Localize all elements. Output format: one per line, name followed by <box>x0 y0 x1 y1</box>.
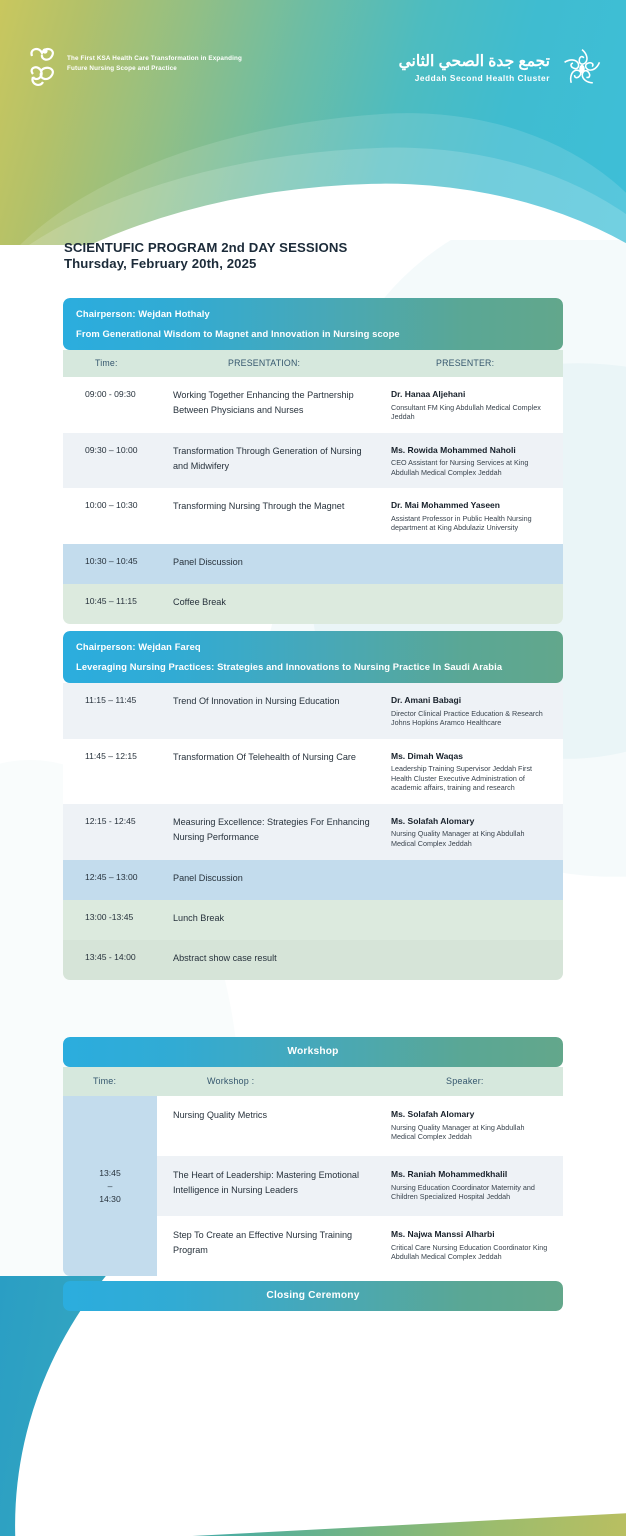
row-time: 13:00 -13:45 <box>85 911 134 922</box>
cluster-logo <box>399 46 604 90</box>
row-time: 11:45 – 12:15 <box>85 750 137 761</box>
page-title <box>64 240 347 273</box>
table-row[interactable] <box>63 584 563 624</box>
workshop-time-dash: – <box>107 1180 113 1191</box>
top-banner <box>0 0 626 245</box>
row-presentation: Measuring Excellence: Strategies For Enhancing Nursing Performance <box>173 816 370 842</box>
row-presenter <box>391 750 563 793</box>
presenter-name: Ms. Rowida Mohammed Naholi <box>391 444 516 455</box>
session-1-chairperson: Chairperson: Wejdan Hothaly <box>76 308 210 319</box>
session-2-chair-bar <box>63 631 563 683</box>
row-presentation: Coffee Break <box>173 597 226 608</box>
column-header-presentation: PRESENTATION: <box>228 358 301 368</box>
row-presenter <box>391 815 563 849</box>
table-row[interactable] <box>63 940 563 980</box>
table-row[interactable] <box>63 804 563 860</box>
column-header-presenter: PRESENTER: <box>436 358 495 368</box>
presenter-role: CEO Assistant for Nursing Services at King Abdullah Medical Complex Jeddah <box>391 458 529 477</box>
conference-logo-text: The First KSA Health Care Transformation in Expanding Future Nursing Scope and Practice <box>67 55 242 72</box>
session-1-theme: From Generational Wisdom to Magnet and Innovation in Nursing scope <box>76 328 400 339</box>
column-header-time: Time: <box>95 358 118 368</box>
row-time: 10:30 – 10:45 <box>85 556 138 567</box>
cluster-name-arabic: تجمع جدة الصحي الثاني <box>398 53 550 70</box>
table-row[interactable] <box>63 739 563 804</box>
workshop-time-start: 13:45 <box>99 1167 121 1178</box>
row-presentation: Transformation Of Telehealth of Nursing Care <box>173 751 356 762</box>
workshop-topic: The Heart of Leadership: Mastering Emotional Intelligence in Nursing Leaders <box>173 1170 360 1195</box>
bottom-decoration <box>0 1276 626 1536</box>
presenter-role: Assistant Professor in Public Health Nursing department at King Abdulaziz University <box>391 513 532 533</box>
table-row[interactable] <box>63 377 563 433</box>
workshop-title-bar: Workshop <box>63 1037 563 1067</box>
page-title-line2: Thursday, February 20th, 2025 <box>64 256 257 272</box>
workshop-row[interactable] <box>157 1156 563 1216</box>
conference-logo <box>27 44 247 92</box>
session-2-rows <box>63 683 563 980</box>
session-2-chairperson: Chairperson: Wejdan Fareq <box>76 641 201 652</box>
table-row[interactable] <box>63 900 563 940</box>
row-presentation: Transformation Through Generation of Nursing and Midwifery <box>173 445 362 471</box>
workshop-speaker <box>391 1228 563 1262</box>
row-presentation: Trend Of Innovation in Nursing Education <box>173 696 340 706</box>
session-1-column-headers <box>63 350 563 377</box>
workshop-topic: Step To Create an Effective Nursing Training Program <box>173 1230 353 1255</box>
row-presenter <box>391 444 563 478</box>
column-header-time: Time: <box>93 1076 117 1086</box>
workshop-time-end: 14:30 <box>99 1193 121 1204</box>
table-row[interactable] <box>63 683 563 739</box>
speaker-name: Ms. Najwa Manssi Alharbi <box>391 1229 495 1239</box>
session-1-rows <box>63 377 563 624</box>
presenter-role: Director Clinical Practice Education & Research Johns Hopkins Aramco Healthcare <box>391 708 543 728</box>
table-row[interactable] <box>63 488 563 544</box>
closing-ceremony-bar: Closing Ceremony <box>63 1281 563 1311</box>
row-presenter <box>391 388 563 422</box>
workshop-row[interactable] <box>157 1216 563 1276</box>
workshop-body <box>63 1096 563 1276</box>
row-presentation: Lunch Break <box>173 912 225 923</box>
row-time: 10:45 – 11:15 <box>85 596 137 607</box>
session-block-2 <box>63 631 563 980</box>
table-row[interactable] <box>63 860 563 900</box>
workshop-topic: Nursing Quality Metrics <box>173 1110 267 1120</box>
workshop-rows <box>157 1096 563 1276</box>
row-presentation: Transforming Nursing Through the Magnet <box>173 501 345 512</box>
table-row[interactable] <box>63 433 563 489</box>
bottom-white-curve <box>0 1276 626 1536</box>
speaker-role: Nursing Quality Manager at King Abdullah Medical Complex Jeddah <box>391 1122 525 1142</box>
session-block-1 <box>63 298 563 624</box>
speaker-name: Ms. Raniah Mohammedkhalil <box>391 1169 508 1179</box>
row-time: 09:30 – 10:00 <box>85 444 138 455</box>
workshop-block <box>63 1037 563 1276</box>
workshop-speaker <box>391 1168 563 1202</box>
session-2-theme: Leveraging Nursing Practices: Strategies and Innovations to Nursing Practice In Saudi Arabia <box>76 661 503 672</box>
workshop-time-cell <box>63 1096 157 1276</box>
presenter-name: Ms. Solafah Alomary <box>391 815 475 826</box>
presenter-role: Leadership Training Supervisor Jeddah First Health Cluster Executive Administration of academic affairs, training and research <box>391 764 533 793</box>
row-time: 11:15 – 11:45 <box>85 695 137 705</box>
presenter-name: Ms. Dimah Waqas <box>391 750 463 761</box>
workshop-row[interactable] <box>157 1096 563 1156</box>
speaker-name: Ms. Solafah Alomary <box>391 1109 475 1119</box>
row-presenter <box>391 499 563 533</box>
row-presentation: Abstract show case result <box>173 952 277 963</box>
row-time: 13:45 - 14:00 <box>85 951 136 962</box>
column-header-workshop: Workshop : <box>207 1076 255 1086</box>
row-time: 12:15 - 12:45 <box>85 815 136 826</box>
row-time: 12:45 – 13:00 <box>85 871 138 882</box>
jeddah-cluster-star-icon <box>560 46 604 90</box>
cluster-logo-text <box>399 52 550 84</box>
session-1-chair-bar <box>63 298 563 350</box>
speaker-role: Nursing Education Coordinator Maternity and Children Specialized Hospital Jeddah <box>391 1182 535 1202</box>
presenter-role: Consultant FM King Abdullah Medical Complex Jeddah <box>391 402 541 422</box>
page-title-line1: SCIENTUFIC PROGRAM 2nd DAY SESSIONS <box>64 240 348 255</box>
row-presentation: Panel Discussion <box>173 872 243 883</box>
column-header-speaker: Speaker: <box>446 1076 484 1086</box>
presenter-name: Dr. Hanaa Aljehani <box>391 389 466 399</box>
row-time: 09:00 - 09:30 <box>85 389 136 399</box>
presenter-name: Dr. Mai Mohammed Yaseen <box>391 500 500 511</box>
workshop-column-headers <box>63 1067 563 1096</box>
closing-ceremony-block <box>63 1281 563 1311</box>
table-row[interactable] <box>63 544 563 584</box>
row-presentation: Panel Discussion <box>173 557 243 568</box>
presenter-role: Nursing Quality Manager at King Abdullah Medical Complex Jeddah <box>391 829 525 849</box>
nursing-ribbon-icon <box>27 44 59 92</box>
row-presentation: Working Together Enhancing the Partnership Between Physicians and Nurses <box>173 390 354 415</box>
presenter-name: Dr. Amani Babagi <box>391 695 462 705</box>
cluster-name-english: Jeddah Second Health Cluster <box>414 73 550 83</box>
row-presenter <box>391 694 563 728</box>
workshop-speaker <box>391 1108 563 1142</box>
speaker-role: Critical Care Nursing Education Coordinator King Abdullah Medical Complex Jeddah <box>391 1242 548 1262</box>
row-time: 10:00 – 10:30 <box>85 500 138 511</box>
